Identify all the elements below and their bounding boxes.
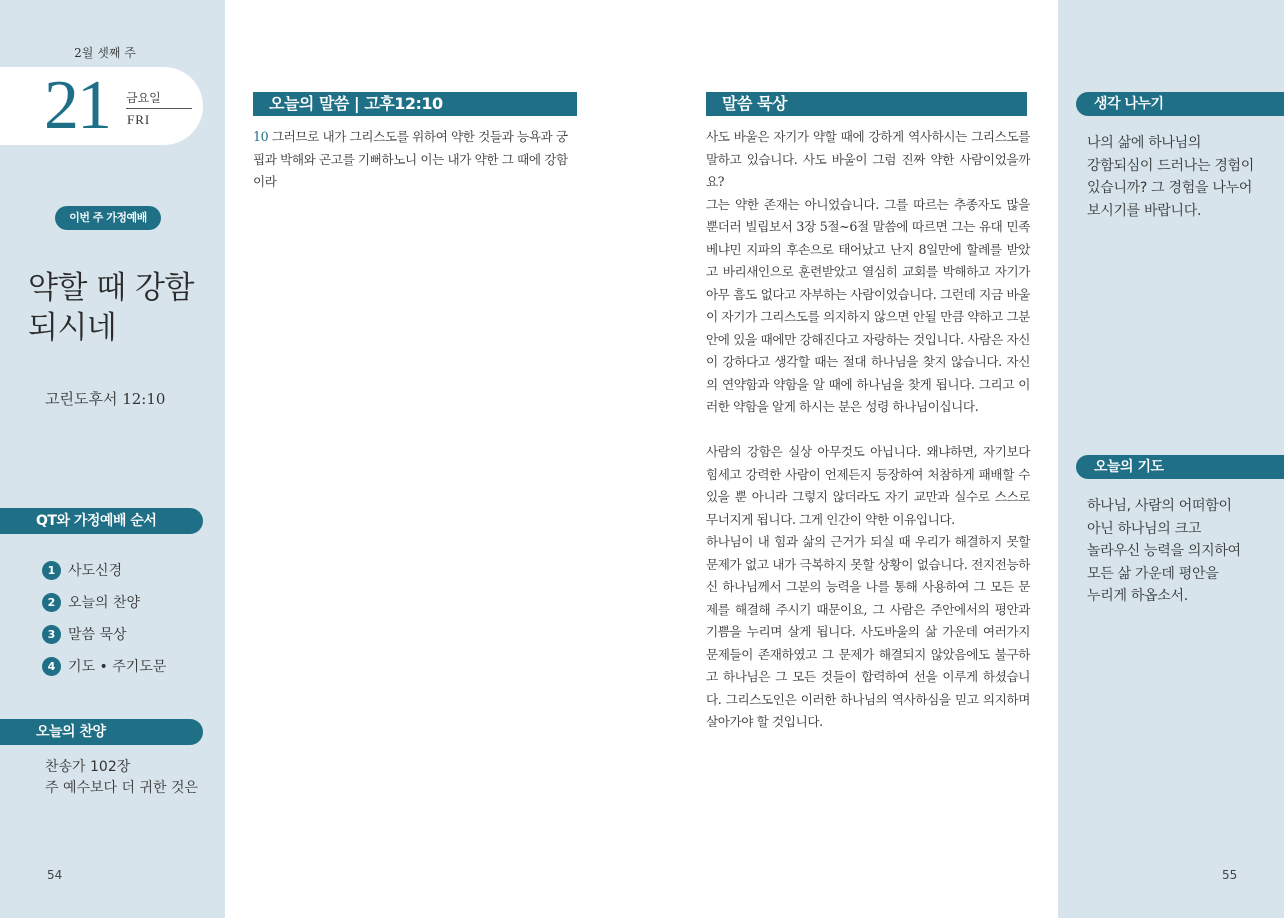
number-circle-icon: 2 <box>42 593 61 612</box>
share-line: 보시기를 바랍니다. <box>1087 202 1202 219</box>
day-korean: 금요일 <box>126 91 161 105</box>
share-line: 강함되심이 드러나는 경험이 <box>1087 157 1254 174</box>
share-header: 생각 나누기 <box>1076 92 1284 116</box>
order-header: QT와 가정예배 순서 <box>0 508 203 534</box>
meditation-text <box>706 126 1030 734</box>
prayer-line: 모든 삶 가운데 평안을 <box>1087 565 1219 582</box>
order-item-label: 말씀 묵상 <box>68 627 127 643</box>
prayer-header: 오늘의 기도 <box>1076 455 1284 479</box>
date-badge <box>0 67 203 145</box>
title-line-2: 되시네 <box>28 310 117 346</box>
verse-number: 10 <box>253 129 269 144</box>
date-divider <box>126 108 192 109</box>
order-item-label: 사도신경 <box>68 563 123 579</box>
prayer-line: 누리게 하옵소서. <box>1087 588 1188 604</box>
order-item <box>42 618 166 650</box>
prayer-line: 놀라우신 능력을 의지하여 <box>1087 543 1241 559</box>
hymn-header: 오늘의 찬양 <box>0 719 203 745</box>
number-circle-icon: 1 <box>42 561 61 580</box>
day-english: FRI <box>127 112 151 127</box>
number-circle-icon: 4 <box>42 657 61 676</box>
hymn-info <box>45 757 198 799</box>
meditation-paragraph: 사도 바울은 자기가 약할 때에 강하게 역사하시는 그리스도를 말하고 있습니다. 사도 바울이 그럼 진짜 약한 사람이었을까요? <box>706 129 1030 189</box>
share-line: 있습니까? 그 경험을 나누어 <box>1087 180 1253 196</box>
prayer-line: 아닌 하나님의 크고 <box>1087 520 1202 537</box>
prayer-line: 하나님, 사람의 어떠함이 <box>1087 498 1232 514</box>
prayer-text <box>1087 495 1267 608</box>
order-item <box>42 554 166 586</box>
order-item <box>42 586 166 618</box>
meditation-header: 말씀 묵상 <box>706 92 1027 116</box>
meditation-paragraph: 하나님이 내 힘과 삶의 근거가 되실 때 우리가 해결하지 못할 문제가 없고 내가 극복하지 못할 상황이 없습니다. 전지전능하신 하나님께서 그분의 능력을 나를 통해 사용하여 그 모든 문제를 해결해 주시기 때문이요, 그 사람은 주안에서의 평안과 기쁨을 누리며 살게 됩니다. 사도바울의 삶 가운데 여러가지 문제들이 존재하였고 그 문제가 해결되지 않았음에도 불구하고 하나님은 그 모든 것들이 합력하여 선을 이루게 하셨습니다. 그리스도인은 이러한 하나님의 역사하심을 믿고 의지하며 살아가야 할 것입니다. <box>706 534 1030 729</box>
week-label: 2월 셋째 주 <box>74 46 136 60</box>
meditation-paragraph: 사람의 강함은 실상 아무것도 아닙니다. 왜냐하면, 자기보다 힘세고 강력한 사람이 언제든지 등장하여 처참하게 패배할 수 있을 뿐 아니라 그렇지 않더라도 자기 교만과 실수로 스스로 무너지게 됩니다. 그게 인간이 약한 이유입니다. <box>706 444 1030 527</box>
order-item <box>42 650 166 682</box>
order-item-label: 오늘의 찬양 <box>68 595 141 611</box>
family-worship-tag: 이번 주 가정예배 <box>55 206 161 230</box>
page-number-left: 54 <box>47 868 63 882</box>
hymn-title: 주 예수보다 더 귀한 것은 <box>45 780 199 796</box>
meditation-paragraph: 그는 약한 존재는 아니었습니다. 그를 따르는 추종자도 많을 뿐더러 빌립보서 3장 5절~6절 말씀에 따르면 그는 유대 민족 베냐민 지파의 후손으로 태어났고 난지 8일만에 할례를 받았고 바리새인으로 훈련받았고 열심히 교회를 박해하고 자기가 아무 흠도 없다고 자부하는 사람이었습니다. 그런데 지금 바울이 자기가 그리스도를 의지하지 않으면 안될 만큼 약하고 그분 안에 있을 때에만 강해진다고 자랑하는 것입니다. 사람은 자신이 강하다고 생각할 때는 절대 하나님을 찾지 않습니다. 자신의 연약함과 약함을 알 때에 하나님을 찾게 됩니다. 그리고 이러한 약함을 알게 하시는 분은 성령 하나님이십니다. <box>706 196 1030 414</box>
hymn-number: 찬송가 102장 <box>45 759 131 775</box>
scripture-reference: 고린도후서 12:10 <box>45 390 166 408</box>
title-line-1: 약할 때 강함 <box>28 270 194 306</box>
verse-text <box>253 126 578 194</box>
page-number-right: 55 <box>1222 868 1238 882</box>
page-title <box>28 268 218 348</box>
verse-header: 오늘의 말씀 | 고후12:10 <box>253 92 577 116</box>
share-line: 나의 삶에 하나님의 <box>1087 135 1202 151</box>
number-circle-icon: 3 <box>42 625 61 644</box>
share-text <box>1087 132 1267 222</box>
order-item-label: 기도 • 주기도문 <box>68 659 167 675</box>
day-number: 21 <box>44 67 110 144</box>
order-list <box>42 554 166 682</box>
verse-body: 그러므로 내가 그리스도를 위하여 약한 것들과 능욕과 궁핍과 박해와 곤고를 기뻐하노니 이는 내가 약한 그 때에 강함이라 <box>253 129 568 189</box>
